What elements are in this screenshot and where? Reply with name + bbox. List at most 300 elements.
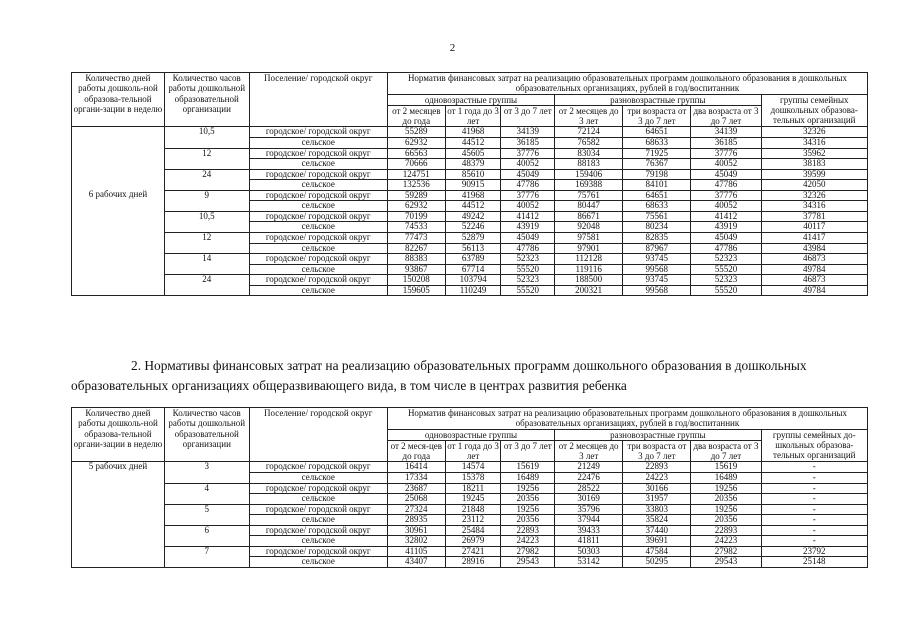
- value-cell: 20356: [691, 515, 761, 526]
- value-cell: 80447: [555, 201, 623, 212]
- hours-cell: 24: [164, 275, 249, 286]
- value-cell: 40052: [691, 201, 761, 212]
- header-col4: от 2 месяцев до 3 лет: [555, 440, 623, 462]
- value-cell: 30169: [555, 494, 623, 505]
- table-row: [72, 462, 868, 473]
- value-cell: 42050: [761, 180, 867, 191]
- value-cell: 47786: [691, 243, 761, 254]
- value-cell: 52246: [445, 222, 501, 233]
- value-cell: 34139: [501, 127, 555, 138]
- value-cell: 22893: [501, 525, 555, 536]
- value-cell: -: [761, 494, 867, 505]
- value-cell: 55520: [691, 285, 761, 296]
- value-cell: 43984: [761, 243, 867, 254]
- days-cell: [72, 494, 165, 505]
- hours-cell: 10,5: [164, 127, 249, 138]
- value-cell: 64651: [623, 190, 691, 201]
- days-cell: 5 рабочих дней: [72, 462, 165, 473]
- value-cell: 37776: [501, 190, 555, 201]
- value-cell: 34316: [761, 138, 867, 149]
- value-cell: 24223: [501, 536, 555, 547]
- settlement-cell: городское/ городской округ: [249, 169, 387, 180]
- days-cell: [72, 473, 165, 484]
- hours-cell: 5: [164, 504, 249, 515]
- hours-cell: [164, 138, 249, 149]
- settlement-cell: городское/ городской округ: [249, 232, 387, 243]
- settlement-cell: сельское: [249, 159, 387, 170]
- settlement-cell: городское/ городской округ: [249, 127, 387, 138]
- value-cell: 55289: [387, 127, 445, 138]
- value-cell: 74533: [387, 222, 445, 233]
- table-row: [72, 190, 868, 201]
- value-cell: 159605: [387, 285, 445, 296]
- settlement-cell: сельское: [249, 264, 387, 275]
- value-cell: 75761: [555, 190, 623, 201]
- value-cell: 45049: [691, 169, 761, 180]
- value-cell: 70199: [387, 211, 445, 222]
- value-cell: 27982: [501, 546, 555, 557]
- settlement-cell: городское/ городской округ: [249, 525, 387, 536]
- header-col5: три возраста от 3 до 7 лет: [623, 105, 691, 127]
- value-cell: 132536: [387, 180, 445, 191]
- header-col5: три возраста от 3 до 7 лет: [623, 440, 691, 462]
- table-row: [72, 504, 868, 515]
- value-cell: 41811: [555, 536, 623, 547]
- value-cell: 40052: [501, 159, 555, 170]
- hours-cell: 14: [164, 254, 249, 265]
- value-cell: 15619: [501, 462, 555, 473]
- value-cell: 66563: [387, 148, 445, 159]
- days-cell: [72, 275, 165, 286]
- value-cell: 40052: [501, 201, 555, 212]
- value-cell: 30961: [387, 525, 445, 536]
- value-cell: 45049: [501, 232, 555, 243]
- table-1-body: [72, 127, 868, 296]
- header-mixed-age: разновозрастные группы: [555, 429, 761, 440]
- value-cell: 41968: [445, 190, 501, 201]
- value-cell: 68633: [623, 138, 691, 149]
- settlement-cell: сельское: [249, 494, 387, 505]
- value-cell: 88183: [555, 159, 623, 170]
- table-row: [72, 127, 868, 138]
- value-cell: -: [761, 462, 867, 473]
- value-cell: 37776: [691, 148, 761, 159]
- value-cell: 27982: [691, 546, 761, 557]
- value-cell: 90915: [445, 180, 501, 191]
- settlement-cell: сельское: [249, 138, 387, 149]
- header-col3: от 3 до 7 лет: [501, 105, 555, 127]
- table-row: [72, 169, 868, 180]
- value-cell: 41412: [501, 211, 555, 222]
- value-cell: -: [761, 483, 867, 494]
- value-cell: 39691: [623, 536, 691, 547]
- value-cell: 36185: [501, 138, 555, 149]
- value-cell: 32326: [761, 127, 867, 138]
- value-cell: 35962: [761, 148, 867, 159]
- value-cell: 22476: [555, 473, 623, 484]
- value-cell: 47786: [501, 180, 555, 191]
- settlement-cell: сельское: [249, 285, 387, 296]
- value-cell: 37781: [761, 211, 867, 222]
- value-cell: 99568: [623, 264, 691, 275]
- value-cell: 53142: [555, 557, 623, 568]
- hours-cell: [164, 264, 249, 275]
- value-cell: 29543: [501, 557, 555, 568]
- value-cell: 44512: [445, 138, 501, 149]
- value-cell: 41105: [387, 546, 445, 557]
- value-cell: 52879: [445, 232, 501, 243]
- value-cell: 25148: [761, 557, 867, 568]
- value-cell: 47584: [623, 546, 691, 557]
- value-cell: 31957: [623, 494, 691, 505]
- days-cell: [72, 148, 165, 159]
- value-cell: 103794: [445, 275, 501, 286]
- value-cell: 48379: [445, 159, 501, 170]
- value-cell: 35824: [623, 515, 691, 526]
- value-cell: 34139: [691, 127, 761, 138]
- value-cell: 40117: [761, 222, 867, 233]
- settlement-cell: сельское: [249, 536, 387, 547]
- hours-cell: 9: [164, 190, 249, 201]
- hours-cell: 12: [164, 148, 249, 159]
- days-cell: [72, 243, 165, 254]
- days-cell: 6 рабочих дней: [72, 190, 165, 201]
- value-cell: 59289: [387, 190, 445, 201]
- value-cell: 37440: [623, 525, 691, 536]
- days-cell: [72, 159, 165, 170]
- table-row: [72, 546, 868, 557]
- days-cell: [72, 201, 165, 212]
- value-cell: 21249: [555, 462, 623, 473]
- value-cell: 40052: [691, 159, 761, 170]
- header-mixed-age: разновозрастные группы: [555, 94, 761, 105]
- settlement-cell: городское/ городской округ: [249, 190, 387, 201]
- value-cell: 112128: [555, 254, 623, 265]
- settlement-cell: городское/ городской округ: [249, 275, 387, 286]
- table-row: [72, 232, 868, 243]
- value-cell: 27324: [387, 504, 445, 515]
- value-cell: 23687: [387, 483, 445, 494]
- value-cell: 28935: [387, 515, 445, 526]
- value-cell: 64651: [623, 127, 691, 138]
- value-cell: 41417: [761, 232, 867, 243]
- value-cell: 68633: [623, 201, 691, 212]
- value-cell: 23112: [445, 515, 501, 526]
- value-cell: 70666: [387, 159, 445, 170]
- value-cell: 52323: [691, 275, 761, 286]
- header-normative: Норматив финансовых затрат на реализацию образовательных программ дошкольного образования в дошкольных образовательных организациях, рублей в год/воспитанник: [387, 73, 867, 95]
- value-cell: 200321: [555, 285, 623, 296]
- settlement-cell: сельское: [249, 180, 387, 191]
- table-row: [72, 201, 868, 212]
- value-cell: 52323: [691, 254, 761, 265]
- hours-cell: [164, 557, 249, 568]
- page-number: 2: [449, 42, 456, 54]
- value-cell: 32326: [761, 190, 867, 201]
- value-cell: 55520: [501, 264, 555, 275]
- table-row: [72, 473, 868, 484]
- value-cell: 62932: [387, 201, 445, 212]
- value-cell: 33803: [623, 504, 691, 515]
- days-cell: [72, 525, 165, 536]
- value-cell: 169388: [555, 180, 623, 191]
- settlement-cell: сельское: [249, 243, 387, 254]
- value-cell: 93745: [623, 254, 691, 265]
- value-cell: 30166: [623, 483, 691, 494]
- value-cell: 110249: [445, 285, 501, 296]
- days-cell: [72, 138, 165, 149]
- value-cell: 41968: [445, 127, 501, 138]
- value-cell: 52323: [501, 254, 555, 265]
- hours-cell: 6: [164, 525, 249, 536]
- header-hours: Количество часов работы дошкольной образовательной организации: [164, 73, 249, 127]
- settlement-cell: сельское: [249, 473, 387, 484]
- value-cell: 55520: [691, 264, 761, 275]
- normative-table-1: [71, 72, 868, 296]
- value-cell: 27421: [445, 546, 501, 557]
- settlement-cell: сельское: [249, 557, 387, 568]
- value-cell: 49784: [761, 264, 867, 275]
- value-cell: 34316: [761, 201, 867, 212]
- days-cell: [72, 546, 165, 557]
- value-cell: 23792: [761, 546, 867, 557]
- table-row: [72, 211, 868, 222]
- header-col6: два возраста от 3 до 7 лет: [691, 440, 761, 462]
- value-cell: 46873: [761, 275, 867, 286]
- value-cell: 97581: [555, 232, 623, 243]
- settlement-cell: городское/ городской округ: [249, 254, 387, 265]
- value-cell: 55520: [501, 285, 555, 296]
- hours-cell: [164, 473, 249, 484]
- header-settlement: Поселение/ городской округ: [249, 408, 387, 462]
- header-days: Количество дней работы дошколь-ной образова-тельной органи-зации в неделю: [72, 408, 165, 462]
- hours-cell: [164, 159, 249, 170]
- hours-cell: [164, 243, 249, 254]
- value-cell: 28916: [445, 557, 501, 568]
- value-cell: 18211: [445, 483, 501, 494]
- value-cell: 50303: [555, 546, 623, 557]
- value-cell: 19245: [445, 494, 501, 505]
- settlement-cell: городское/ городской округ: [249, 211, 387, 222]
- value-cell: 84101: [623, 180, 691, 191]
- settlement-cell: городское/ городской округ: [249, 483, 387, 494]
- value-cell: 47786: [501, 243, 555, 254]
- value-cell: 19256: [691, 483, 761, 494]
- days-cell: [72, 180, 165, 191]
- value-cell: 83034: [555, 148, 623, 159]
- days-cell: [72, 557, 165, 568]
- value-cell: 45049: [691, 232, 761, 243]
- days-cell: [72, 515, 165, 526]
- value-cell: 26979: [445, 536, 501, 547]
- value-cell: 56113: [445, 243, 501, 254]
- value-cell: 71925: [623, 148, 691, 159]
- hours-cell: 3: [164, 462, 249, 473]
- value-cell: -: [761, 473, 867, 484]
- table-row: [72, 536, 868, 547]
- value-cell: 16414: [387, 462, 445, 473]
- value-cell: 35796: [555, 504, 623, 515]
- value-cell: 28522: [555, 483, 623, 494]
- value-cell: 32802: [387, 536, 445, 547]
- value-cell: 43919: [501, 222, 555, 233]
- value-cell: 38183: [761, 159, 867, 170]
- value-cell: 45049: [501, 169, 555, 180]
- value-cell: 88383: [387, 254, 445, 265]
- value-cell: -: [761, 504, 867, 515]
- value-cell: 16489: [691, 473, 761, 484]
- value-cell: 21848: [445, 504, 501, 515]
- value-cell: 97901: [555, 243, 623, 254]
- value-cell: 37776: [691, 190, 761, 201]
- value-cell: 49784: [761, 285, 867, 296]
- days-cell: [72, 536, 165, 547]
- table-row: [72, 243, 868, 254]
- settlement-cell: сельское: [249, 515, 387, 526]
- settlement-cell: городское/ городской округ: [249, 462, 387, 473]
- table-row: [72, 494, 868, 505]
- value-cell: 47786: [691, 180, 761, 191]
- value-cell: 49242: [445, 211, 501, 222]
- value-cell: 37944: [555, 515, 623, 526]
- hours-cell: [164, 180, 249, 191]
- table-row: [72, 148, 868, 159]
- value-cell: 188500: [555, 275, 623, 286]
- value-cell: 93867: [387, 264, 445, 275]
- value-cell: -: [761, 525, 867, 536]
- value-cell: 119116: [555, 264, 623, 275]
- header-family: группы семейных дошкольных образова-тельных организаций: [761, 94, 867, 127]
- value-cell: 36185: [691, 138, 761, 149]
- days-cell: [72, 169, 165, 180]
- table-row: [72, 275, 868, 286]
- value-cell: 52323: [501, 275, 555, 286]
- hours-cell: [164, 494, 249, 505]
- header-col2: от 1 года до 3 лет: [445, 440, 501, 462]
- hours-cell: 10,5: [164, 211, 249, 222]
- hours-cell: 4: [164, 483, 249, 494]
- table-row: [72, 180, 868, 191]
- hours-cell: 24: [164, 169, 249, 180]
- value-cell: 19256: [691, 504, 761, 515]
- normative-table-2: [71, 407, 868, 568]
- value-cell: 39433: [555, 525, 623, 536]
- value-cell: 75561: [623, 211, 691, 222]
- table-row: [72, 285, 868, 296]
- value-cell: 46873: [761, 254, 867, 265]
- value-cell: 43919: [691, 222, 761, 233]
- hours-cell: [164, 201, 249, 212]
- value-cell: 77473: [387, 232, 445, 243]
- value-cell: 24223: [691, 536, 761, 547]
- header-col6: два возраста от 3 до 7 лет: [691, 105, 761, 127]
- hours-cell: 7: [164, 546, 249, 557]
- header-same-age: одновозрастные группы: [387, 94, 554, 105]
- days-cell: [72, 127, 165, 138]
- header-days: Количество дней работы дошколь-ной образова-тельной органи-зации в неделю: [72, 73, 165, 127]
- value-cell: 80234: [623, 222, 691, 233]
- table-row: [72, 138, 868, 149]
- value-cell: 37776: [501, 148, 555, 159]
- table-row: [72, 222, 868, 233]
- value-cell: 19256: [501, 483, 555, 494]
- table-2-body: [72, 462, 868, 567]
- value-cell: 41412: [691, 211, 761, 222]
- value-cell: 76582: [555, 138, 623, 149]
- value-cell: 39599: [761, 169, 867, 180]
- value-cell: 20356: [501, 515, 555, 526]
- value-cell: 25068: [387, 494, 445, 505]
- value-cell: 19256: [501, 504, 555, 515]
- days-cell: [72, 504, 165, 515]
- header-settlement: Поселение/ городской округ: [249, 73, 387, 127]
- value-cell: 15378: [445, 473, 501, 484]
- value-cell: -: [761, 515, 867, 526]
- header-hours: Количество часов работы дошкольной образовательной организации: [164, 408, 249, 462]
- days-cell: [72, 211, 165, 222]
- header-col1: от 2 месяцев до года: [387, 105, 445, 127]
- value-cell: 20356: [691, 494, 761, 505]
- table-row: [72, 557, 868, 568]
- value-cell: 29543: [691, 557, 761, 568]
- header-normative: Норматив финансовых затрат на реализацию образовательных программ дошкольного образования в дошкольных образовательных организациях, рублей в год/воспитанник: [387, 408, 867, 430]
- value-cell: 22893: [623, 462, 691, 473]
- table-row: [72, 264, 868, 275]
- value-cell: 86671: [555, 211, 623, 222]
- table-row: [72, 515, 868, 526]
- table-row: [72, 254, 868, 265]
- value-cell: 17334: [387, 473, 445, 484]
- value-cell: 45605: [445, 148, 501, 159]
- value-cell: 16489: [501, 473, 555, 484]
- settlement-cell: сельское: [249, 201, 387, 212]
- header-col3: от 3 до 7 лет: [501, 440, 555, 462]
- value-cell: 150208: [387, 275, 445, 286]
- hours-cell: [164, 222, 249, 233]
- table-row: [72, 525, 868, 536]
- days-cell: [72, 232, 165, 243]
- header-col2: от 1 года до 3 лет: [445, 105, 501, 127]
- value-cell: 82835: [623, 232, 691, 243]
- value-cell: 82267: [387, 243, 445, 254]
- value-cell: 92048: [555, 222, 623, 233]
- value-cell: 67714: [445, 264, 501, 275]
- settlement-cell: городское/ городской округ: [249, 546, 387, 557]
- value-cell: 20356: [501, 494, 555, 505]
- value-cell: 25484: [445, 525, 501, 536]
- value-cell: 79198: [623, 169, 691, 180]
- value-cell: 44512: [445, 201, 501, 212]
- value-cell: -: [761, 536, 867, 547]
- days-cell: [72, 264, 165, 275]
- value-cell: 63789: [445, 254, 501, 265]
- hours-cell: [164, 536, 249, 547]
- value-cell: 15619: [691, 462, 761, 473]
- header-same-age: одновозрастные группы: [387, 429, 554, 440]
- days-cell: [72, 483, 165, 494]
- hours-cell: [164, 515, 249, 526]
- section-heading: 2. Нормативы финансовых затрат на реализацию образовательных программ дошкольного образования в дошкольных образовательных организациях общеразвивающего вида, в том числе в центрах развития ребенка: [71, 358, 807, 393]
- days-cell: [72, 222, 165, 233]
- settlement-cell: сельское: [249, 222, 387, 233]
- days-cell: [72, 285, 165, 296]
- hours-cell: [164, 285, 249, 296]
- days-cell: [72, 254, 165, 265]
- value-cell: 159406: [555, 169, 623, 180]
- header-col4: от 2 месяцев до 3 лет: [555, 105, 623, 127]
- value-cell: 87967: [623, 243, 691, 254]
- value-cell: 50295: [623, 557, 691, 568]
